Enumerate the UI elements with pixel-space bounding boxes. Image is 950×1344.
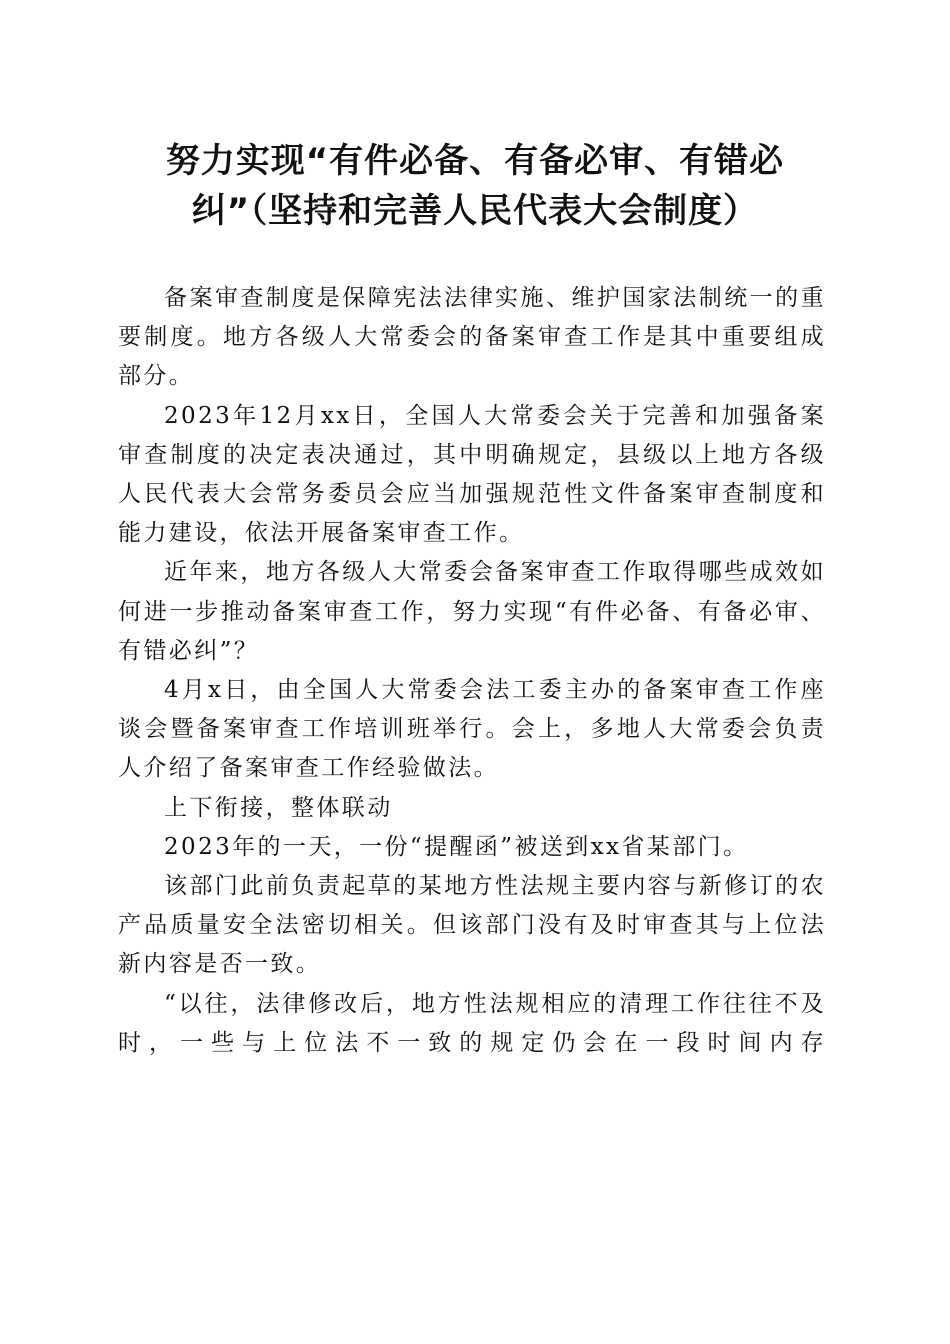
document-body [118, 279, 826, 1063]
paragraph-7: “以往，法律修改后，地方性法规相应的清理工作往往不及时，一些与上位法不一致的规定仍会在一段时间内存 [118, 990, 826, 1056]
paragraph-6: 该部门此前负责起草的某地方性法规主要内容与新修订的农产品质量安全法密切相关。但该部门没有及时审查其与上位法新内容是否一致。 [118, 873, 826, 978]
paragraph-1: 备案审查制度是保障宪法法律实施、维护国家法制统一的重要制度。地方各级人大常委会的备案审查工作是其中重要组成部分。 [118, 285, 826, 390]
paragraph-4: 4月x日，由全国人大常委会法工委主办的备案审查工作座谈会暨备案审查工作培训班举行。会上，多地人大常委会负责人介绍了备案审查工作经验做法。 [118, 677, 826, 782]
section-heading: 上下衔接，整体联动 [164, 794, 393, 821]
title-line-2: 纠”（坚持和完善人民代表大会制度） [191, 191, 759, 231]
paragraph-5: 2023年的一天，一份“提醒函”被送到xx省某部门。 [164, 833, 749, 860]
paragraph-3: 近年来，地方各级人大常委会备案审查工作取得哪些成效如何进一步推动备案审查工作，努力实现“有件必备、有备必审、有错必纠”？ [118, 559, 826, 664]
document-title [118, 136, 832, 236]
paragraph-2: 2023年12月xx日，全国人大常委会关于完善和加强备案审查制度的决定表决通过，其中明确规定，县级以上地方各级人民代表大会常务委员会应当加强规范性文件备案审查制度和能力建设，依法开展备案审查工作。 [118, 402, 826, 547]
title-line-1: 努力实现“有件必备、有备必审、有错必 [165, 141, 785, 181]
